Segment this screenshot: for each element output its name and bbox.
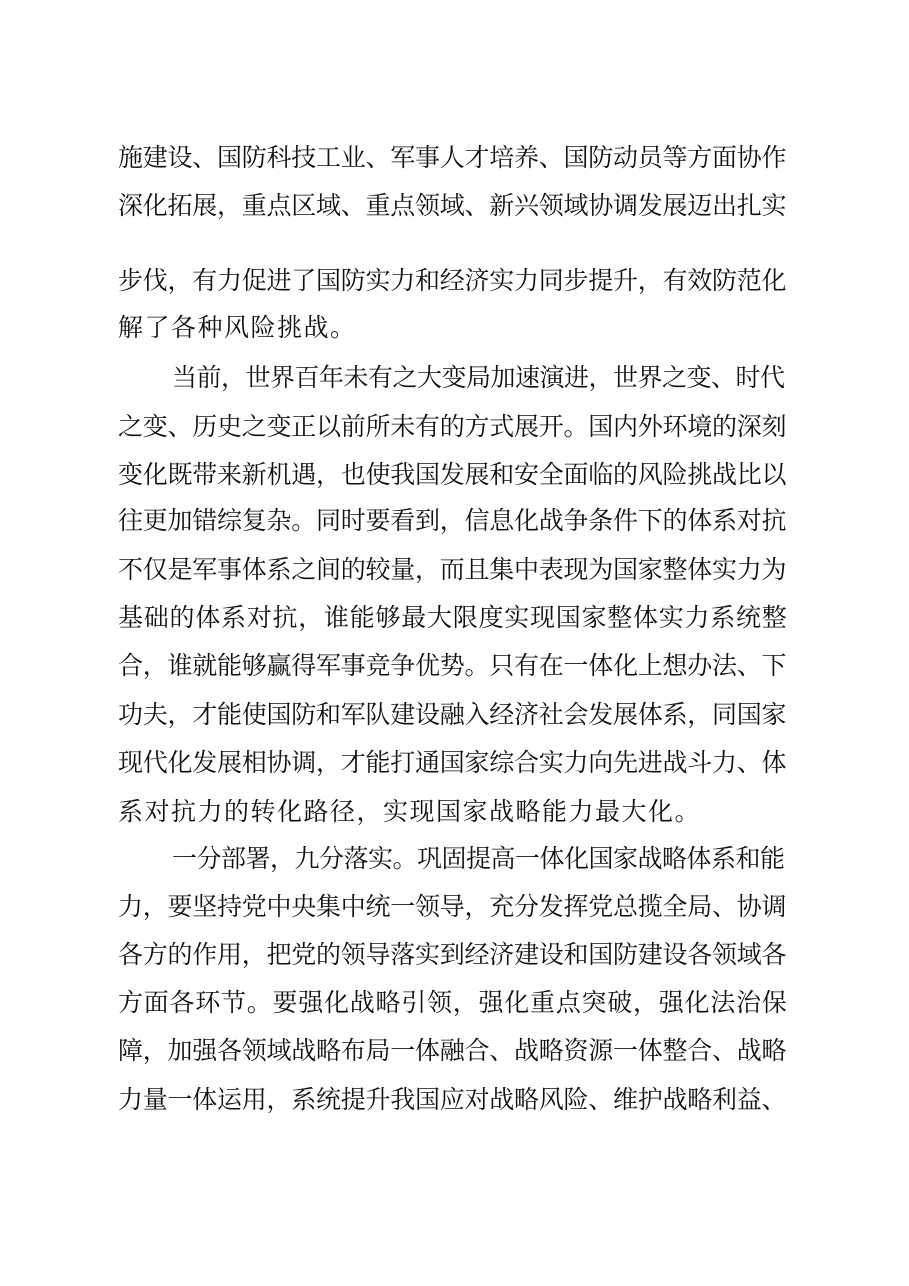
p2-line-9: 现代化发展相协调，才能打通国家综合实力向先进战斗力、体 [118,748,787,777]
p2-line-6: 基础的体系对抗，谁能够最大限度实现国家整体实力系统整 [118,603,788,632]
p3-line-2: 力，要坚持党中央集中统一领导，充分发挥党总揽全局、协调 [118,892,787,921]
p1-line-1: 施建设、国防科技工业、军事人才培养、国防动员等方面协作 [118,143,787,172]
p3-line-4: 方面各环节。要强化战略引领，强化重点突破，强化法治保 [118,988,788,1017]
p3-line-3: 各方的作用，把党的领导落实到经济建设和国防建设各领域各 [118,940,787,969]
p3-line-6: 力量一体运用，系统提升我国应对战略风险、维护战略利益、 [118,1085,787,1114]
p2-line-7: 合，谁就能够赢得军事竞争优势。只有在一体化上想办法、下 [118,651,787,680]
p2-line-3: 变化既带来新机遇，也使我国发展和安全面临的风险挑战比以 [118,460,787,489]
p3-line-5: 障，加强各领域战略布局一体融合、战略资源一体整合、战略 [118,1036,787,1065]
p2-line-2: 之变、历史之变正以前所未有的方式展开。国内外环境的深刻 [118,412,787,441]
p2-line-5: 不仅是军事体系之间的较量，而且集中表现为国家整体实力为 [118,555,787,584]
p2-line-4: 往更加错综复杂。同时要看到，信息化战争条件下的体系对抗 [118,506,787,535]
p2-line-8: 功夫，才能使国防和军队建设融入经济社会发展体系，同国家 [118,700,787,729]
p1-line-4: 解了各种风险挑战。 [118,313,357,342]
p2-line-10: 系对抗力的转化路径，实现国家战略能力最大化。 [118,797,702,826]
p3-line-1: 一分部署，九分落实。巩固提高一体化国家战略体系和能 [172,844,785,873]
p2-line-1: 当前，世界百年未有之大变局加速演进，世界之变、时代 [172,363,785,392]
p1-line-2: 深化拓展，重点区域、重点领域、新兴领域协调发展迈出扎实 [118,191,787,220]
p1-line-3: 步伐，有力促进了国防实力和经济实力同步提升，有效防范化 [118,266,787,295]
